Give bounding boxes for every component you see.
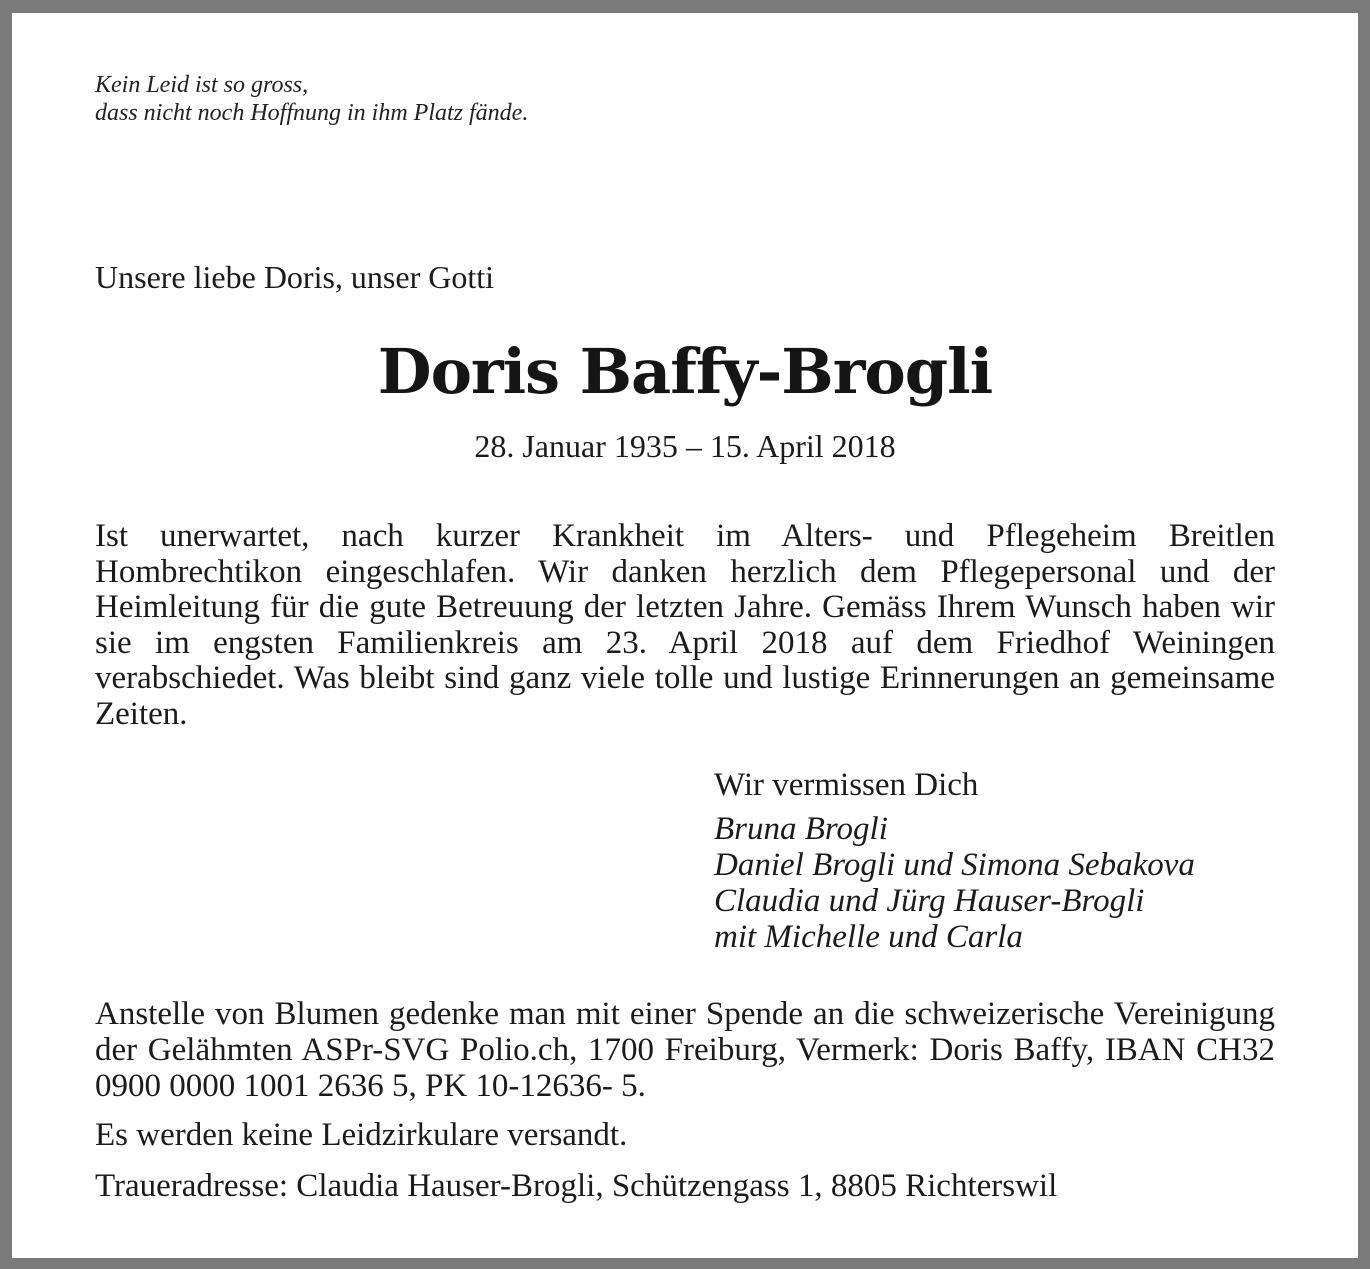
family-name: Claudia und Jürg Hauser-Brogli [714, 883, 1145, 919]
family-name: Bruna Brogli [714, 811, 888, 847]
family-name: Daniel Brogli und Simona Sebakova [714, 847, 1195, 883]
mourning-address: Traueradresse: Claudia Hauser-Brogli, Schützengass 1, 8805 Richterswil [95, 1168, 1058, 1204]
donation-note: Anstelle von Blumen gedenke man mit einer Spende an die schweizerische Vereinigung der Gelähmten ASPr-SVG Polio.ch, 1700 Freiburg, Vermerk: Doris Baffy, IBAN CH32 0900 0000 1001 2636 5, PK 10-12636- 5. [95, 996, 1275, 1104]
signature-block [714, 767, 1195, 955]
no-circulars-note: Es werden keine Leidzirkulare versandt. [95, 1117, 628, 1153]
motto [95, 71, 528, 127]
family-name: mit Michelle und Carla [714, 919, 1023, 955]
notice-body: Ist unerwartet, nach kurzer Krankheit im Alters- und Pflegeheim Breitlen Hombrechtikon eingeschlafen. Wir danken herzlich dem Pflegepersonal und der Heimleitung für die gute Betreuung der letzten Jahre. Gemäss Ihrem Wunsch haben wir sie im engsten Familienkreis am 23. April 2018 auf dem Friedhof Weiningen verabschiedet. Was bleibt sind ganz viele tolle und lustige Erinnerungen an gemeinsame Zeiten. [95, 518, 1275, 732]
obituary-notice [12, 13, 1358, 1258]
life-dates: 28. Januar 1935 – 15. April 2018 [474, 428, 896, 464]
intro-line: Unsere liebe Doris, unser Gotti [95, 259, 495, 295]
motto-line-1: Kein Leid ist so gross, [95, 72, 309, 98]
deceased-name: Doris Baffy-Brogli [377, 335, 993, 408]
signature-lead: Wir vermissen Dich [714, 767, 979, 803]
motto-line-2: dass nicht noch Hoffnung in ihm Platz fände. [95, 100, 529, 126]
